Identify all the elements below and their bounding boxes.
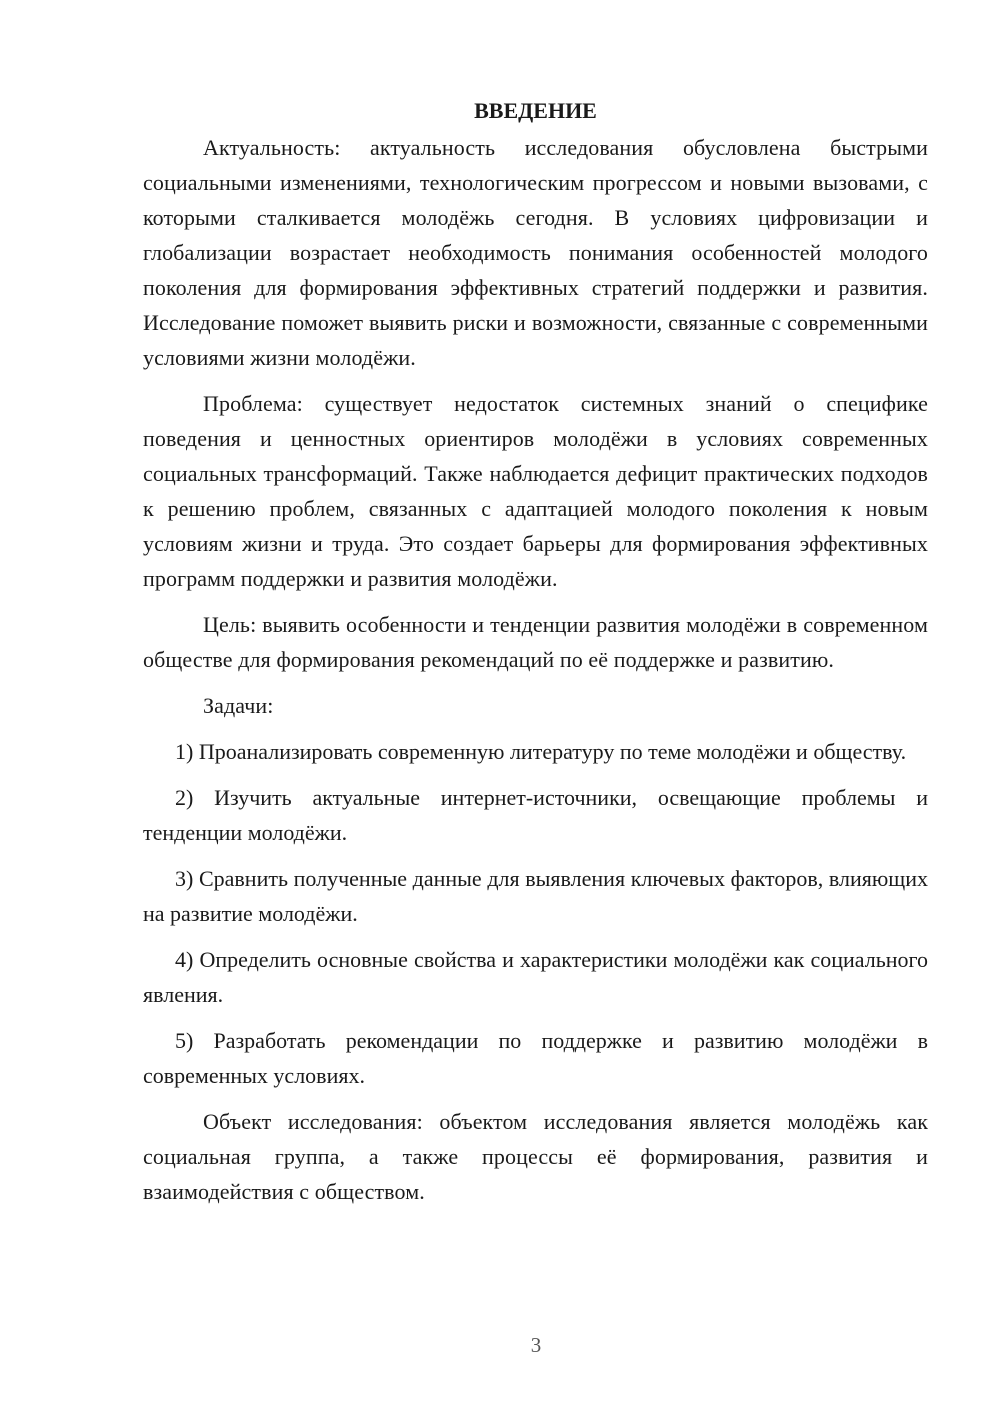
task-list xyxy=(143,734,928,1093)
paragraph-goal: Цель: выявить особенности и тенденции развития молодёжи в современном обществе для формирования рекомендаций по её поддержке и развитию. xyxy=(143,612,928,672)
task-item: 1) Проанализировать современную литературу по теме молодёжи и обществу. xyxy=(175,739,907,764)
task-item: 2) Изучить актуальные интернет-источники, освещающие проблемы и тенденции молодёжи. xyxy=(143,785,928,845)
task-item: 4) Определить основные свойства и характеристики молодёжи как социального явления. xyxy=(143,947,928,1007)
page-number: 3 xyxy=(530,1333,542,1357)
document-page xyxy=(143,96,928,1220)
paragraph-object: Объект исследования: объектом исследования является молодёжь как социальная группа, а также процессы её формирования, развития и взаимодействия с обществом. xyxy=(143,1109,928,1204)
task-item: 5) Разработать рекомендации по поддержке и развитию молодёжи в современных условиях. xyxy=(143,1028,928,1088)
task-item: 3) Сравнить полученные данные для выявления ключевых факторов, влияющих на развитие молодёжи. xyxy=(143,866,928,926)
paragraph-tasks-heading: Задачи: xyxy=(203,693,274,718)
paragraph-problem: Проблема: существует недостаток системных знаний о специфике поведения и ценностных ориентиров молодёжи в условиях современных социальных трансформаций. Также наблюдается дефицит практических подходов к решению проблем, связанных с адаптацией молодого поколения к новым условиям жизни и труда. Это создает барьеры для формирования эффективных программ поддержки и развития молодёжи. xyxy=(143,391,928,591)
paragraph-relevance: Актуальность: актуальность исследования обусловлена быстрыми социальными изменениями, технологическим прогрессом и новыми вызовами, с которыми сталкивается молодёжь сегодня. В условиях цифровизации и глобализации возрастает необходимость понимания особенностей молодого поколения для формирования эффективных стратегий поддержки и развития. Исследование поможет выявить риски и возможности, связанные с современными условиями жизни молодёжи. xyxy=(143,135,928,370)
section-title: ВВЕДЕНИЕ xyxy=(474,98,597,123)
